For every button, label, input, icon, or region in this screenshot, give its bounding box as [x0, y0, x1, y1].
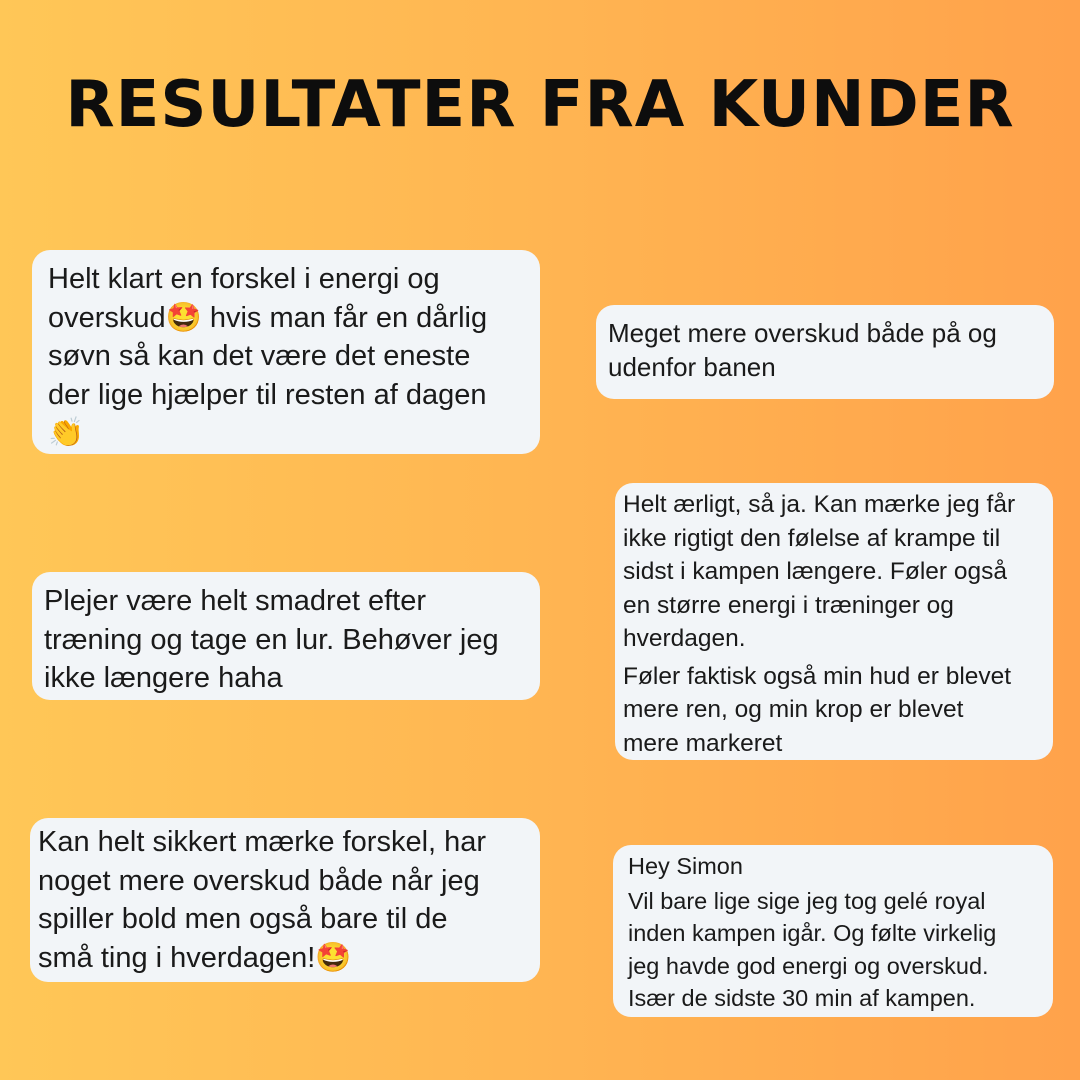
page-title: RESULTATER FRA KUNDER — [65, 68, 1015, 142]
testimonial-bubble — [613, 845, 1053, 1017]
testimonial-bubble — [596, 305, 1054, 399]
testimonial-text: Helt klart en forskel i energi og overskud🤩 hvis man får en dårlig søvn så kan det være det eneste der lige hjælper til resten af dagen 👏 — [48, 263, 488, 449]
testimonial-text: Meget mere overskud både på og udenfor banen — [608, 318, 997, 382]
testimonial-text: Føler faktisk også min hud er blevet mere ren, og min krop er blevet mere markeret — [623, 662, 1012, 757]
testimonial-text: Helt ærligt, så ja. Kan mærke jeg får ikke rigtigt den følelse af krampe til sidst i kampen længere. Føler også en større energi i træninger og hverdagen. — [623, 491, 1016, 652]
testimonial-greeting: Hey Simon — [628, 853, 743, 879]
testimonial-text: Plejer være helt smadret efter træning og tage en lur. Behøver jeg ikke længere haha — [44, 585, 499, 694]
testimonial-bubble — [615, 483, 1053, 760]
testimonial-text: Vil bare lige sige jeg tog gelé royal inden kampen igår. Og følte virkelig jeg havde god energi og overskud. Især de sidste 30 min af kampen. — [628, 887, 997, 1011]
testimonial-bubble — [30, 818, 540, 982]
testimonial-text: Kan helt sikkert mærke forskel, har noget mere overskud både når jeg spiller bold men også bare til de små ting i hverdagen!🤩 — [38, 826, 487, 974]
testimonial-bubble — [32, 572, 540, 700]
testimonial-bubble — [32, 250, 540, 454]
